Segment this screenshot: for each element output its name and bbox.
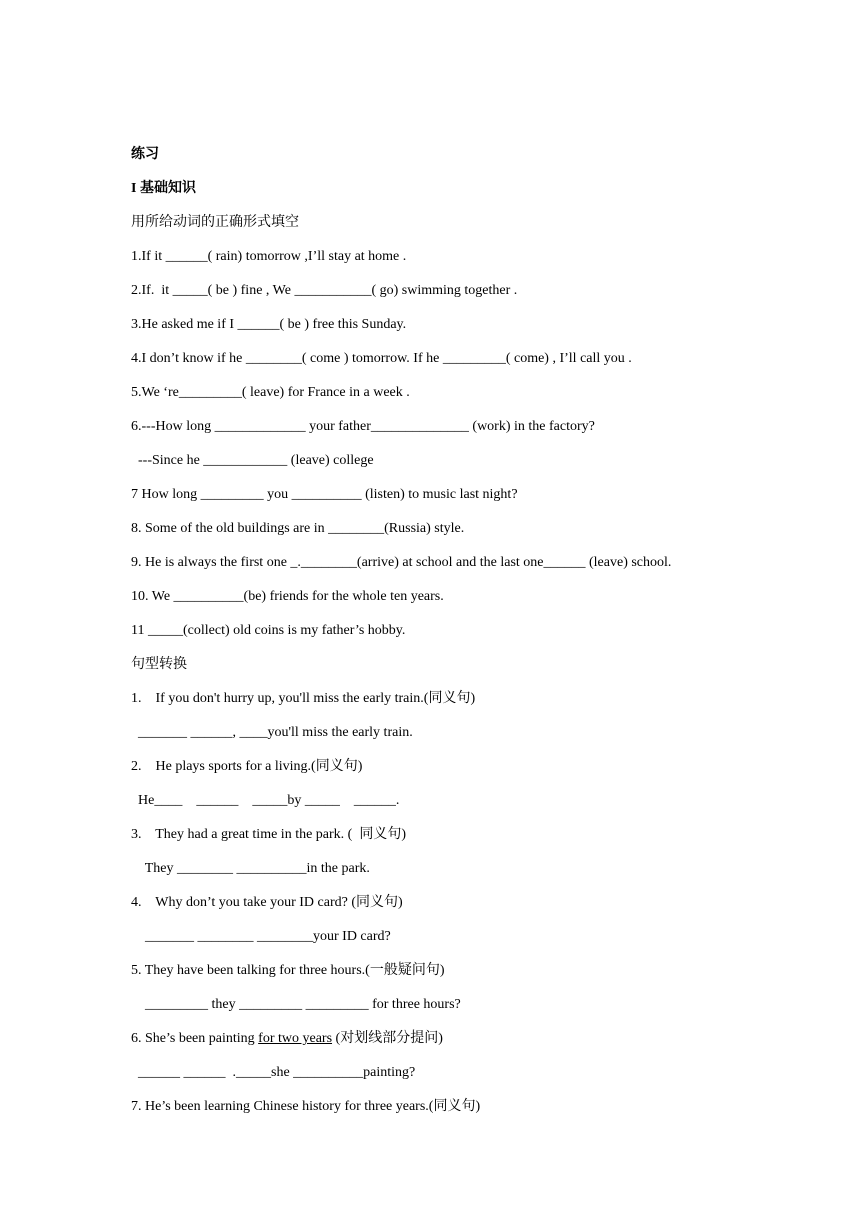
- transform-item: [131, 1030, 443, 1048]
- fill-in-item: 1.If it ______( rain) tomorrow ,I’ll stay at home .: [131, 249, 407, 264]
- fill-in-item: 5.We ‘re_________( leave) for France in a week .: [131, 385, 410, 400]
- transform-answer: ______ ______ ._____she __________painting?: [131, 1065, 416, 1080]
- transform-answer: _______ ________ ________your ID card?: [131, 929, 391, 944]
- section-title: I 基础知识: [131, 181, 196, 196]
- fill-in-item: 6.---How long _____________ your father______________ (work) in the factory?: [131, 419, 595, 434]
- instruction-fill-in: 用所给动词的正确形式填空: [131, 215, 299, 230]
- instruction-transform: 句型转换: [131, 657, 187, 672]
- fill-in-item: 9. He is always the first one _.________(arrive) at school and the last one______ (leave) school.: [131, 555, 672, 570]
- transform-item: 7. He’s been learning Chinese history for three years.(同义句): [131, 1099, 481, 1114]
- transform-answer: _________ they _________ _________ for three hours?: [131, 997, 461, 1012]
- q6-underlined-phrase: for two years: [258, 1031, 333, 1046]
- transform-item: 5. They have been talking for three hours.(一般疑问句): [131, 963, 445, 978]
- transform-answer: _______ ______, ____you'll miss the early train.: [131, 725, 413, 740]
- fill-in-item: ---Since he ____________ (leave) college: [131, 453, 374, 468]
- fill-in-item: 11 _____(collect) old coins is my father’s hobby.: [131, 623, 406, 638]
- fill-in-item: 8. Some of the old buildings are in ________(Russia) style.: [131, 521, 465, 536]
- transform-answer: He____ ______ _____by _____ ______.: [131, 793, 400, 808]
- q6-suffix: (对划线部分提问): [332, 1031, 443, 1046]
- fill-in-item: 4.I don’t know if he ________( come ) tomorrow. If he _________( come) , I’ll call you .: [131, 351, 632, 366]
- transform-answer: They ________ __________in the park.: [131, 861, 370, 876]
- fill-in-item: 3.He asked me if I ______( be ) free this Sunday.: [131, 317, 407, 332]
- fill-in-item: 7 How long _________ you __________ (listen) to music last night?: [131, 487, 518, 502]
- transform-item: 3. They had a great time in the park. ( 同义句): [131, 827, 406, 842]
- fill-in-item: 2.If. it _____( be ) fine , We ___________( go) swimming together .: [131, 283, 518, 298]
- heading: 练习: [131, 147, 159, 162]
- q6-prefix: 6. She’s been painting: [131, 1031, 259, 1046]
- transform-item: 2. He plays sports for a living.(同义句): [131, 759, 363, 774]
- fill-in-item: 10. We __________(be) friends for the whole ten years.: [131, 589, 444, 604]
- transform-item: 4. Why don’t you take your ID card? (同义句): [131, 895, 403, 910]
- transform-item: 1. If you don't hurry up, you'll miss the early train.(同义句): [131, 691, 476, 706]
